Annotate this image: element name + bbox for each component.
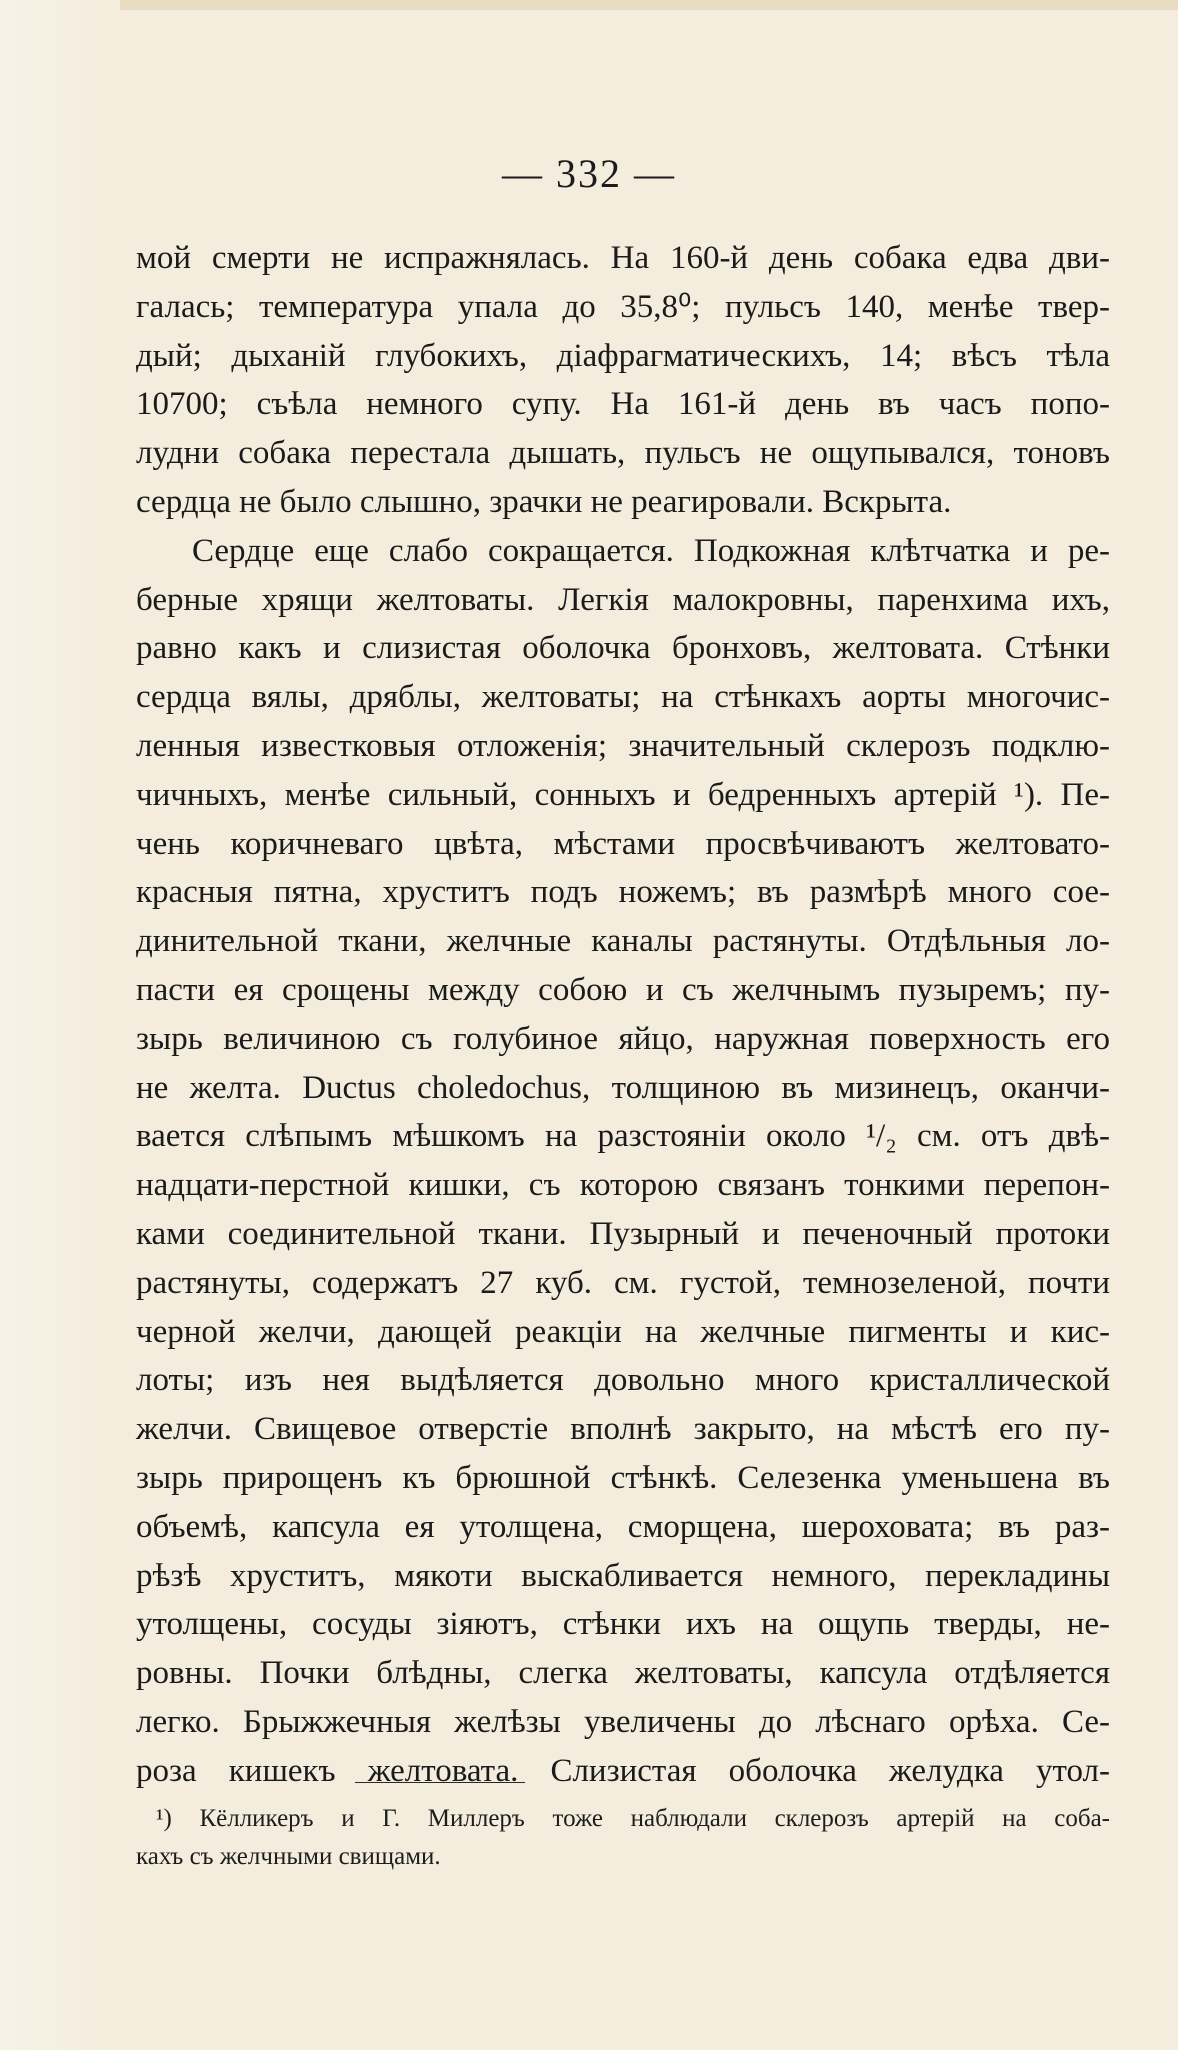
text-line: лоты; изъ нея выдѣляется довольно много кристаллической [136, 1362, 1110, 1399]
text-line: Сердце еще слабо сокращается. Подкожная клѣтчатка и ре- [192, 532, 1110, 569]
text-line: надцати-перстной кишки, съ которою связанъ тонкими перепон- [136, 1167, 1110, 1204]
page-number: — 332 — [502, 151, 676, 196]
scan-edge-left [0, 0, 120, 2050]
body-text [136, 234, 1110, 1796]
footnote [136, 1800, 1110, 1876]
footnote-divider [355, 1782, 525, 1783]
text-line: красныя пятна, хруститъ подъ ножемъ; въ размѣрѣ много сое- [136, 874, 1110, 911]
text-line: зырь прирощенъ къ брюшной стѣнкѣ. Селезенка уменьшена въ [136, 1459, 1110, 1496]
text-line: зырь величиною съ голубиное яйцо, наружная поверхность его [136, 1020, 1110, 1057]
text-line: ками соединительной ткани. Пузырный и печеночный протоки [136, 1215, 1110, 1252]
footnote-line: ¹) Кёлликеръ и Г. Миллеръ тоже наблюдали склерозъ артерій на соба- [156, 1805, 1110, 1832]
text-line: растянуты, содержатъ 27 куб. см. густой, темнозеленой, почти [136, 1264, 1110, 1301]
text-line: рѣзѣ хруститъ, мякоти выскабливается немного, перекладины [136, 1557, 1110, 1594]
text-line: желчи. Свищевое отверстіе вполнѣ закрыто, на мѣстѣ его пу- [136, 1411, 1110, 1448]
text-line: объемѣ, капсула ея утолщена, сморщена, шероховата; въ раз- [136, 1508, 1110, 1545]
text-line: ленныя известковыя отложенія; значительный склерозъ подклю- [136, 727, 1110, 764]
text-line: динительной ткани, желчные каналы растянуты. Отдѣльныя ло- [136, 923, 1110, 960]
text-line: сердца не было слышно, зрачки не реагировали. Вскрыта. [136, 483, 952, 520]
text-line: не желта. Ductus choledochus, толщиною въ мизинецъ, оканчи- [136, 1069, 1110, 1106]
text-line: чень коричневаго цвѣта, мѣстами просвѣчиваютъ желтовато- [136, 825, 1110, 862]
text-line: чичныхъ, менѣе сильный, сонныхъ и бедренныхъ артерій ¹). Пе- [136, 776, 1110, 813]
text-line: 10700; съѣла немного супу. На 161-й день въ часъ попо- [136, 386, 1110, 423]
footnote-line: кахъ съ желчными свищами. [136, 1843, 441, 1870]
text-line: берные хрящи желтоваты. Легкія малокровны, паренхима ихъ, [136, 581, 1110, 618]
text-line: ровны. Почки блѣдны, слегка желтоваты, капсула отдѣляется [136, 1655, 1110, 1692]
text-line: черной желчи, дающей реакціи на желчные пигменты и кис- [136, 1313, 1110, 1350]
text-line: лудни собака перестала дышать, пульсъ не ощупывался, тоновъ [136, 435, 1110, 472]
text-line: мой смерти не испражнялась. На 160-й день собака едва дви- [136, 240, 1110, 276]
text-line: дый; дыханій глубокихъ, діафрагматическихъ, 14; вѣсъ тѣла [136, 337, 1110, 374]
scan-edge-top [0, 0, 1178, 10]
text-line: пасти ея срощены между собою и съ желчнымъ пузыремъ; пу- [136, 971, 1110, 1008]
text-line: роза кишекъ желтовата. Слизистая оболочка желудка утол- [136, 1752, 1110, 1789]
text-line: легко. Брыжжечныя желѣзы увеличены до лѣснаго орѣха. Се- [136, 1703, 1110, 1740]
text-line: утолщены, сосуды зіяютъ, стѣнки ихъ на ощупь тверды, не- [136, 1606, 1110, 1643]
text-line: вается слѣпымъ мѣшкомъ на разстояніи около ¹/₂ см. отъ двѣ- [136, 1118, 1110, 1155]
text-line: галась; температура упала до 35,8⁰; пульсъ 140, менѣе твер- [136, 288, 1110, 325]
text-line: равно какъ и слизистая оболочка бронховъ, желтовата. Стѣнки [136, 630, 1110, 667]
text-line: сердца вялы, дряблы, желтоваты; на стѣнкахъ аорты многочис- [136, 679, 1110, 716]
